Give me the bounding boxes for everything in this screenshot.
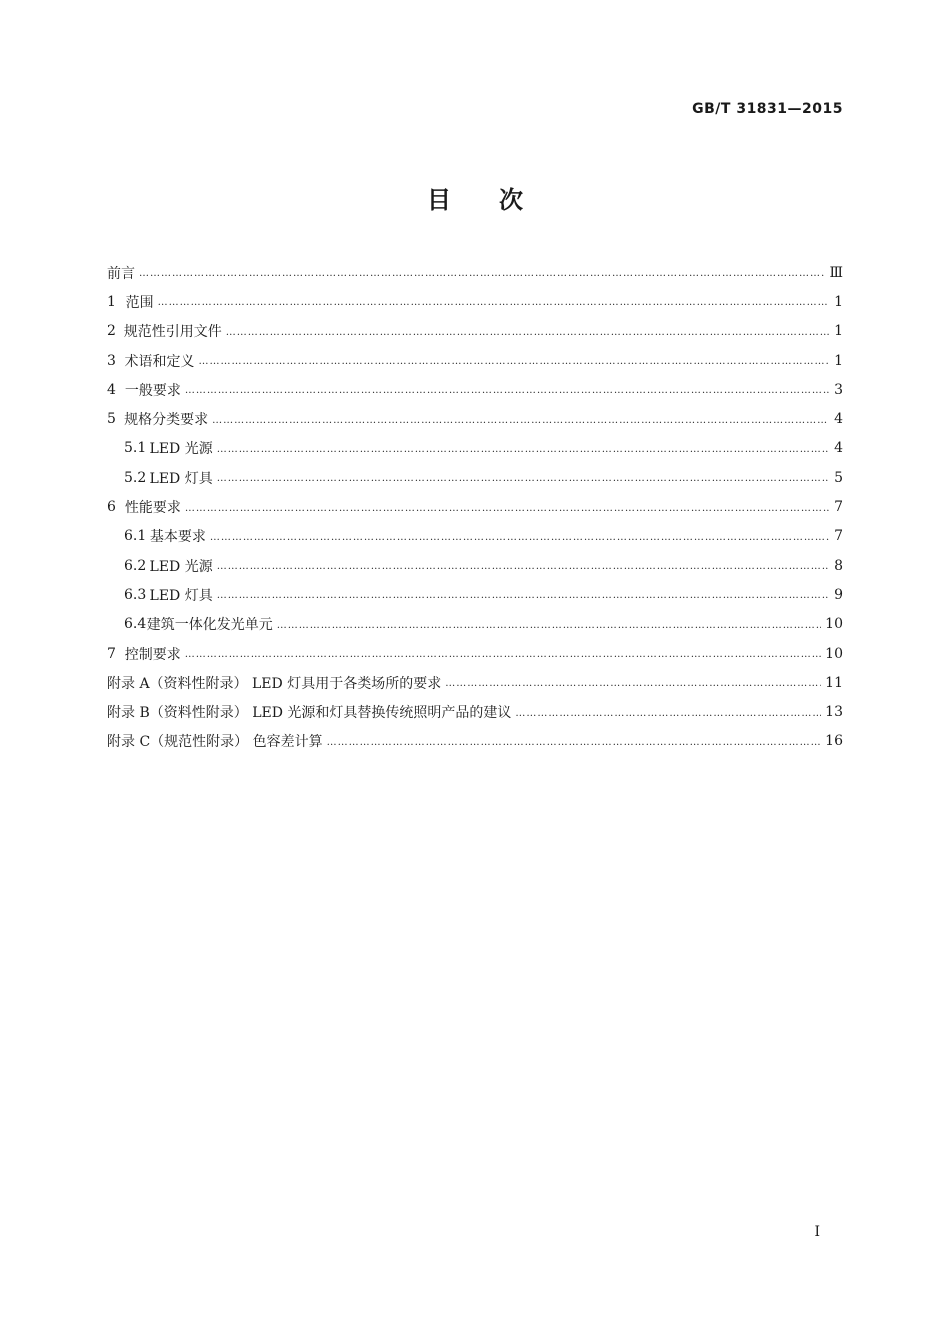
toc-entry-number: 6.4 [124,616,147,633]
toc-entry-number: 5 [107,411,116,428]
toc-subentry[interactable] [107,551,843,580]
toc-entry-annex[interactable] [107,697,843,726]
toc-subentry[interactable] [107,463,843,492]
toc-entry-label: 术语和定义 [124,353,195,370]
toc-entry-label: 附录 A（资料性附录） LED 灯具用于各类场所的要求 [107,675,442,692]
toc-entry-label: 附录 C（规范性附录） 色容差计算 [107,734,323,751]
toc-leader-dots [217,561,829,572]
toc-entry-page: 13 [825,704,843,721]
footer-page-number: I [814,1224,820,1240]
toc-leader-dots [212,415,829,426]
toc-entry-page: 1 [834,352,843,369]
title-char-1: 目 [427,186,451,214]
toc-entry-label: LED 灯具 [149,470,213,487]
toc-entry-page: 4 [834,440,843,457]
toc-entry[interactable] [107,317,843,346]
toc-subentry[interactable] [107,522,843,551]
toc-leader-dots [445,678,821,689]
toc-entry[interactable] [107,492,843,521]
toc-entry[interactable] [107,258,843,287]
toc-entry[interactable] [107,639,843,668]
toc-leader-dots [515,708,821,719]
page-title [0,180,950,215]
toc-entry-number: 6 [107,499,116,516]
toc-leader-dots [158,297,829,308]
toc-leader-dots [277,620,821,631]
toc-entry-page: 7 [834,499,843,516]
toc-entry-page: 11 [825,674,843,691]
toc-leader-dots [199,356,829,367]
toc-entry-page: 10 [825,645,843,662]
toc-entry-number: 3 [107,352,116,369]
toc-entry-label: 一般要求 [124,382,181,399]
toc-entry-annex[interactable] [107,727,843,756]
toc-entry-page: 7 [834,528,843,545]
toc-entry-page: 1 [834,323,843,340]
table-of-contents [107,258,843,756]
toc-entry-number: 2 [107,323,116,340]
toc-subentry[interactable] [107,610,843,639]
toc-subentry[interactable] [107,434,843,463]
toc-entry-page: 4 [834,411,843,428]
toc-entry-label: LED 光源 [149,558,213,575]
toc-entry-label: 规范性引用文件 [123,324,222,341]
toc-entry-page: 16 [825,733,843,750]
toc-entry[interactable] [107,404,843,433]
toc-entry-number: 1 [107,293,116,310]
toc-entry[interactable] [107,375,843,404]
toc-entry-page: Ⅲ [829,264,843,281]
toc-entry-page: 1 [834,293,843,310]
toc-entry-number: 6.2 [124,557,147,574]
toc-leader-dots [185,503,829,514]
toc-entry-label: 前言 [107,265,135,282]
toc-entry[interactable] [107,346,843,375]
toc-entry-number: 7 [107,645,116,662]
toc-entry-label: 性能要求 [124,500,181,517]
toc-entry-page: 3 [834,381,843,398]
title-char-2: 次 [499,186,523,214]
toc-entry-label: 控制要求 [124,646,181,663]
toc-entry-number: 6.1 [124,528,147,545]
toc-entry-label: 附录 B（资料性附录） LED 光源和灯具替换传统照明产品的建议 [107,705,512,722]
toc-entry-label: 范围 [125,294,154,311]
toc-entry-number: 5.1 [124,440,147,457]
toc-leader-dots [185,649,821,660]
toc-entry-label: 基本要求 [149,529,206,546]
toc-entry-page: 9 [834,586,843,603]
toc-entry-number: 4 [107,381,116,398]
toc-entry[interactable] [107,287,843,316]
toc-entry-page: 8 [834,557,843,574]
toc-entry-label: 规格分类要求 [124,412,209,429]
toc-subentry[interactable] [107,580,843,609]
toc-leader-dots [217,444,829,455]
toc-leader-dots [327,737,822,748]
toc-entry-label: LED 光源 [149,441,213,458]
toc-entry-annex[interactable] [107,668,843,697]
toc-leader-dots [210,532,829,543]
toc-leader-dots [217,590,829,601]
toc-entry-number: 5.2 [124,469,147,486]
toc-entry-page: 10 [825,616,843,633]
toc-entry-number: 6.3 [124,586,147,603]
toc-entry-label: 建筑一体化发光单元 [146,617,273,634]
toc-leader-dots [139,268,825,279]
standard-number: GB/T 31831—2015 [692,101,843,117]
toc-entry-page: 5 [834,469,843,486]
toc-entry-label: LED 灯具 [149,587,213,604]
toc-leader-dots [185,385,829,396]
toc-leader-dots [217,473,829,484]
toc-leader-dots [226,327,829,338]
